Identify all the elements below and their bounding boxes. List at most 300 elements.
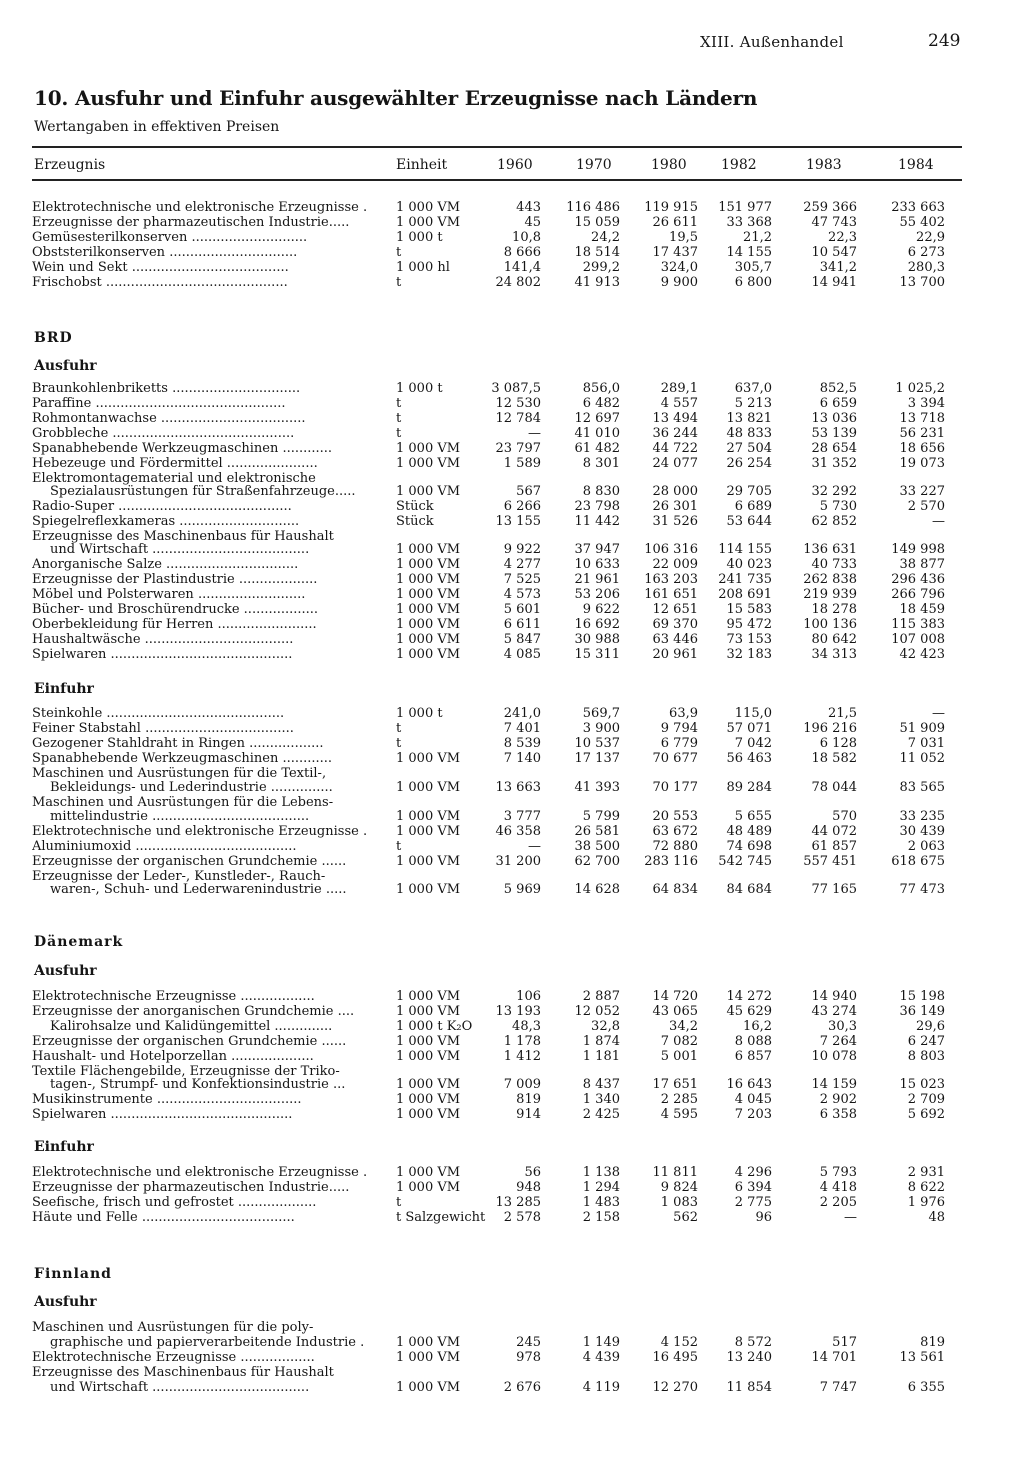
cell-1960: 2 578 [503, 1210, 541, 1225]
cell-1982: 305,7 [734, 260, 772, 275]
table-row [0, 557, 1024, 572]
cell-1982: 57 071 [726, 721, 772, 736]
cell-1970: 2 425 [582, 1107, 620, 1122]
cell-1984: 115 383 [891, 617, 945, 632]
row-unit: 1 000 VM [396, 215, 461, 230]
cell-1980: 24 077 [652, 456, 698, 471]
table-row [0, 1380, 1024, 1395]
row-label: und Wirtschaft ...................................... [50, 1380, 310, 1395]
table-row [0, 1350, 1024, 1365]
row-label: Anorganische Salze ................................ [32, 557, 299, 572]
cell-1982: 95 472 [726, 617, 772, 632]
country-heading: BRD [34, 330, 73, 346]
cell-1960: 9 922 [503, 542, 541, 557]
cell-1970: 1 181 [582, 1049, 620, 1064]
cell-1980: 20 553 [652, 809, 698, 824]
cell-1983: 6 358 [819, 1107, 857, 1122]
cell-1983: 6 128 [819, 736, 857, 751]
cell-1980: 16 495 [652, 1350, 698, 1365]
cell-1983: 136 631 [803, 542, 857, 557]
cell-1983: 4 418 [819, 1180, 857, 1195]
cell-1960: 46 358 [495, 824, 541, 839]
cell-1984: 2 570 [907, 499, 945, 514]
cell-1980: 14 720 [652, 989, 698, 1004]
cell-1980: 17 437 [652, 245, 698, 260]
section-heading: Einfuhr [34, 681, 94, 697]
cell-1982: 7 042 [734, 736, 772, 751]
row-unit: Stück [396, 499, 434, 514]
row-unit: 1 000 VM [396, 780, 461, 795]
cell-1983: 21,5 [828, 706, 857, 721]
table-row [0, 1210, 1024, 1225]
column-header-unit: Einheit [396, 157, 448, 173]
cell-1970: 856,0 [582, 381, 620, 396]
row-label: Paraffine .............................................. [32, 396, 286, 411]
cell-1984: 3 394 [907, 396, 945, 411]
table-row [0, 1077, 1024, 1092]
row-label: Spanabhebende Werkzeugmaschinen ............ [32, 751, 333, 766]
cell-1960: 13 285 [495, 1195, 541, 1210]
row-label: Erzeugnisse der pharmazeutischen Industrie..... [32, 1180, 350, 1195]
table-row [0, 795, 1024, 810]
row-label: mittelindustrie ...................................... [50, 809, 310, 824]
table-row [0, 215, 1024, 230]
cell-1980: 9 794 [660, 721, 698, 736]
cell-1984: 2 709 [907, 1092, 945, 1107]
cell-1983: 2 205 [819, 1195, 857, 1210]
table-row [0, 456, 1024, 471]
table-row [0, 751, 1024, 766]
cell-1980: 12 651 [652, 602, 698, 617]
row-unit: 1 000 t [396, 706, 443, 721]
cell-1982: 5 655 [734, 809, 772, 824]
cell-1983: 2 902 [819, 1092, 857, 1107]
cell-1983: 10 078 [811, 1049, 857, 1064]
table-row [0, 736, 1024, 751]
cell-1982: 14 155 [726, 245, 772, 260]
cell-1960: 5 601 [503, 602, 541, 617]
cell-1970: 1 138 [582, 1165, 620, 1180]
cell-1960: 3 777 [503, 809, 541, 824]
cell-1970: 12 697 [574, 411, 620, 426]
table-row [0, 411, 1024, 426]
cell-1983: 5 730 [819, 499, 857, 514]
cell-1982: 27 504 [726, 441, 772, 456]
cell-1983: 14 159 [811, 1077, 857, 1092]
table-row [0, 882, 1024, 897]
row-unit: t [396, 721, 402, 736]
row-label: Erzeugnisse der Leder-, Kunstleder-, Rauch- [32, 869, 326, 884]
country-heading: Finnland [34, 1266, 112, 1282]
cell-1984: 77 473 [899, 882, 945, 897]
cell-1970: 38 500 [574, 839, 620, 854]
table-row [0, 514, 1024, 529]
cell-1970: 2 158 [582, 1210, 620, 1225]
row-unit: 1 000 VM [396, 587, 461, 602]
cell-1983: 557 451 [803, 854, 857, 869]
row-label: waren-, Schuh- und Lederwarenindustrie ..... [50, 882, 347, 897]
cell-1960: 567 [516, 484, 541, 499]
row-label: Erzeugnisse des Maschinenbaus für Haushalt [32, 529, 334, 544]
cell-1984: 55 402 [899, 215, 945, 230]
row-label: Gezogener Stahldraht in Ringen .................. [32, 736, 324, 751]
cell-1982: 6 857 [734, 1049, 772, 1064]
cell-1984: 48 [928, 1210, 945, 1225]
cell-1960: 10,8 [512, 230, 541, 245]
cell-1983: 32 292 [811, 484, 857, 499]
row-unit: t [396, 736, 402, 751]
row-label: Elektrotechnische Erzeugnisse .................. [32, 1350, 315, 1365]
row-unit: 1 000 VM [396, 1350, 461, 1365]
row-label: Oberbekleidung für Herren ........................ [32, 617, 317, 632]
row-label: Textile Flächengebilde, Erzeugnisse der Triko- [32, 1064, 340, 1079]
table-row [0, 1335, 1024, 1350]
row-unit: 1 000 VM [396, 1107, 461, 1122]
row-unit: 1 000 VM [396, 1165, 461, 1180]
cell-1960: 4 573 [503, 587, 541, 602]
cell-1980: 7 082 [660, 1034, 698, 1049]
cell-1982: 241 735 [718, 572, 772, 587]
cell-1970: 37 947 [574, 542, 620, 557]
cell-1983: 14 701 [811, 1350, 857, 1365]
cell-1960: 948 [516, 1180, 541, 1195]
cell-1960: 3 087,5 [491, 381, 541, 396]
cell-1983: 7 264 [819, 1034, 857, 1049]
table-row [0, 1165, 1024, 1180]
cell-1983: 78 044 [811, 780, 857, 795]
cell-1984: 15 198 [899, 989, 945, 1004]
cell-1980: 22 009 [652, 557, 698, 572]
cell-1983: 53 139 [811, 426, 857, 441]
cell-1960: 1 412 [503, 1049, 541, 1064]
cell-1984: 18 459 [899, 602, 945, 617]
cell-1970: 23 798 [574, 499, 620, 514]
cell-1960: 45 [524, 215, 541, 230]
cell-1980: 72 880 [652, 839, 698, 854]
cell-1980: 70 177 [652, 780, 698, 795]
cell-1984: 22,9 [916, 230, 945, 245]
row-unit: t [396, 275, 402, 290]
table-row [0, 1107, 1024, 1122]
cell-1982: 32 183 [726, 647, 772, 662]
cell-1980: 34,2 [669, 1019, 698, 1034]
cell-1970: 1 340 [582, 1092, 620, 1107]
cell-1984: 2 063 [907, 839, 945, 854]
cell-1960: 7 401 [503, 721, 541, 736]
row-label: Radio-Super .......................................... [32, 499, 292, 514]
cell-1980: 17 651 [652, 1077, 698, 1092]
row-label: Elektrotechnische und elektronische Erzeugnisse . [32, 824, 368, 839]
row-label: Bekleidungs- und Lederindustrie ............... [50, 780, 333, 795]
cell-1960: 241,0 [503, 706, 541, 721]
cell-1984: 618 675 [891, 854, 945, 869]
cell-1960: 141,4 [503, 260, 541, 275]
cell-1980: 163 203 [644, 572, 698, 587]
cell-1984: 11 052 [899, 751, 945, 766]
cell-1980: 4 595 [660, 1107, 698, 1122]
row-label: Maschinen und Ausrüstungen für die Lebens- [32, 795, 334, 810]
cell-1982: 8 572 [734, 1335, 772, 1350]
cell-1982: 115,0 [734, 706, 772, 721]
cell-1984: 33 235 [899, 809, 945, 824]
table-row [0, 200, 1024, 215]
cell-1984: 30 439 [899, 824, 945, 839]
cell-1984: 51 909 [899, 721, 945, 736]
cell-1984: 19 073 [899, 456, 945, 471]
cell-1984: 819 [920, 1335, 945, 1350]
cell-1982: 33 368 [726, 215, 772, 230]
row-label: Erzeugnisse der organischen Grundchemie ...... [32, 854, 347, 869]
cell-1984: 36 149 [899, 1004, 945, 1019]
cell-1982: 114 155 [718, 542, 772, 557]
column-header-1960: 1960 [497, 157, 533, 173]
cell-1982: 6 800 [734, 275, 772, 290]
cell-1980: 289,1 [660, 381, 698, 396]
table-row [0, 230, 1024, 245]
cell-1970: 9 622 [582, 602, 620, 617]
cell-1980: 324,0 [660, 260, 698, 275]
cell-1983: 77 165 [811, 882, 857, 897]
table-row [0, 647, 1024, 662]
table-row [0, 260, 1024, 275]
row-unit: t [396, 839, 402, 854]
table-row [0, 854, 1024, 869]
row-label: Häute und Felle ..................................... [32, 1210, 295, 1225]
cell-1980: 26 611 [652, 215, 698, 230]
table-row [0, 989, 1024, 1004]
cell-1983: 219 939 [803, 587, 857, 602]
row-label: Spielwaren ............................................ [32, 647, 293, 662]
row-label: Musikinstrumente ................................... [32, 1092, 302, 1107]
cell-1970: 11 442 [574, 514, 620, 529]
cell-1980: 4 557 [660, 396, 698, 411]
cell-1980: 161 651 [644, 587, 698, 602]
cell-1984: 42 423 [899, 647, 945, 662]
table-row [0, 1049, 1024, 1064]
cell-1984: 6 273 [907, 245, 945, 260]
cell-1970: 15 059 [574, 215, 620, 230]
cell-1982: 2 775 [734, 1195, 772, 1210]
row-label: Erzeugnisse der anorganischen Grundchemie .... [32, 1004, 355, 1019]
cell-1982: 6 394 [734, 1180, 772, 1195]
cell-1960: 13 155 [495, 514, 541, 529]
row-label: Elektrotechnische und elektronische Erzeugnisse . [32, 1165, 368, 1180]
cell-1983: 14 941 [811, 275, 857, 290]
cell-1984: 107 008 [891, 632, 945, 647]
cell-1984: 56 231 [899, 426, 945, 441]
table-row [0, 572, 1024, 587]
cell-1983: 28 654 [811, 441, 857, 456]
table-row [0, 617, 1024, 632]
row-label: Hebezeuge und Fördermittel ...................... [32, 456, 318, 471]
row-label: Aluminiumoxid ....................................... [32, 839, 297, 854]
cell-1984: 8 622 [907, 1180, 945, 1195]
column-header-1982: 1982 [721, 157, 757, 173]
cell-1960: 443 [516, 200, 541, 215]
cell-1983: 80 642 [811, 632, 857, 647]
cell-1970: 17 137 [574, 751, 620, 766]
row-unit: 1 000 hl [396, 260, 450, 275]
row-label: Rohmontanwachse ................................... [32, 411, 306, 426]
table-row [0, 426, 1024, 441]
row-label: Bücher- und Broschürendrucke .................. [32, 602, 319, 617]
cell-1982: 73 153 [726, 632, 772, 647]
cell-1982: 13 240 [726, 1350, 772, 1365]
cell-1960: 106 [516, 989, 541, 1004]
row-unit: 1 000 VM [396, 1335, 461, 1350]
cell-1982: 11 854 [726, 1380, 772, 1395]
row-label: Elektromontagematerial und elektronische [32, 471, 316, 486]
row-unit: 1 000 t [396, 230, 443, 245]
cell-1984: 8 803 [907, 1049, 945, 1064]
table-row [0, 1092, 1024, 1107]
row-unit: 1 000 VM [396, 200, 461, 215]
cell-1982: 6 689 [734, 499, 772, 514]
table-row [0, 499, 1024, 514]
cell-1983: 18 278 [811, 602, 857, 617]
cell-1984: — [932, 514, 945, 529]
row-label: Spielwaren ............................................ [32, 1107, 293, 1122]
cell-1970: 53 206 [574, 587, 620, 602]
cell-1970: 8 437 [582, 1077, 620, 1092]
column-header-product: Erzeugnis [34, 157, 106, 173]
cell-1980: 283 116 [644, 854, 698, 869]
cell-1982: 56 463 [726, 751, 772, 766]
cell-1983: 5 793 [819, 1165, 857, 1180]
table-row [0, 275, 1024, 290]
running-head: XIII. Außenhandel [700, 33, 844, 51]
cell-1960: 8 666 [503, 245, 541, 260]
cell-1982: 4 296 [734, 1165, 772, 1180]
table-subtitle: Wertangaben in effektiven Preisen [34, 119, 280, 135]
table-row [0, 245, 1024, 260]
cell-1970: 8 830 [582, 484, 620, 499]
cell-1980: 63 672 [652, 824, 698, 839]
table-row [0, 542, 1024, 557]
cell-1983: 341,2 [819, 260, 857, 275]
cell-1980: 44 722 [652, 441, 698, 456]
cell-1960: 7 009 [503, 1077, 541, 1092]
cell-1983: 30,3 [828, 1019, 857, 1034]
table-row [0, 1320, 1024, 1335]
cell-1983: 7 747 [819, 1380, 857, 1395]
row-label: Braunkohlenbriketts ............................... [32, 381, 301, 396]
table-row [0, 1365, 1024, 1380]
cell-1982: 53 644 [726, 514, 772, 529]
cell-1984: 280,3 [907, 260, 945, 275]
row-unit: 1 000 VM [396, 602, 461, 617]
cell-1960: 6 266 [503, 499, 541, 514]
section-heading: Ausfuhr [34, 963, 97, 979]
row-unit: 1 000 VM [396, 441, 461, 456]
table-row [0, 780, 1024, 795]
cell-1982: 16 643 [726, 1077, 772, 1092]
table-row [0, 839, 1024, 854]
row-label: Maschinen und Ausrüstungen für die poly- [32, 1320, 314, 1335]
cell-1960: 12 530 [495, 396, 541, 411]
cell-1982: 29 705 [726, 484, 772, 499]
cell-1970: 24,2 [591, 230, 620, 245]
cell-1982: 45 629 [726, 1004, 772, 1019]
table-row [0, 441, 1024, 456]
cell-1982: 208 691 [718, 587, 772, 602]
cell-1960: 23 797 [495, 441, 541, 456]
row-unit: t [396, 1195, 402, 1210]
cell-1983: 47 743 [811, 215, 857, 230]
cell-1983: 6 659 [819, 396, 857, 411]
table-row [0, 721, 1024, 736]
cell-1960: 13 193 [495, 1004, 541, 1019]
cell-1980: 11 811 [652, 1165, 698, 1180]
row-unit: t [396, 411, 402, 426]
cell-1982: 84 684 [726, 882, 772, 897]
table-row [0, 602, 1024, 617]
cell-1970: 5 799 [582, 809, 620, 824]
cell-1984: 33 227 [899, 484, 945, 499]
cell-1970: 41 010 [574, 426, 620, 441]
section-heading: Ausfuhr [34, 358, 97, 374]
row-unit: 1 000 VM [396, 1034, 461, 1049]
cell-1980: 1 083 [660, 1195, 698, 1210]
cell-1982: 74 698 [726, 839, 772, 854]
row-label: Elektrotechnische und elektronische Erzeugnisse . [32, 200, 368, 215]
cell-1970: 21 961 [574, 572, 620, 587]
table-row [0, 396, 1024, 411]
cell-1960: — [528, 839, 541, 854]
cell-1982: 637,0 [734, 381, 772, 396]
cell-1960: 4 277 [503, 557, 541, 572]
row-unit: 1 000 VM [396, 484, 461, 499]
cell-1982: 542 745 [718, 854, 772, 869]
cell-1960: 7 140 [503, 751, 541, 766]
cell-1984: 149 998 [891, 542, 945, 557]
row-unit: t [396, 426, 402, 441]
cell-1982: 26 254 [726, 456, 772, 471]
cell-1980: 26 301 [652, 499, 698, 514]
cell-1984: 1 025,2 [895, 381, 945, 396]
cell-1970: 1 874 [582, 1034, 620, 1049]
cell-1960: 245 [516, 1335, 541, 1350]
cell-1984: — [932, 706, 945, 721]
cell-1970: 61 482 [574, 441, 620, 456]
cell-1970: 10 537 [574, 736, 620, 751]
row-label: Spezialausrüstungen für Straßenfahrzeuge..... [50, 484, 356, 499]
row-label: Gemüsesterilkonserven ............................ [32, 230, 308, 245]
page-number: 249 [928, 31, 961, 51]
row-unit: 1 000 VM [396, 1092, 461, 1107]
row-label: Feiner Stabstahl .................................... [32, 721, 294, 736]
cell-1980: 69 370 [652, 617, 698, 632]
cell-1960: 914 [516, 1107, 541, 1122]
table-row [0, 587, 1024, 602]
row-unit: 1 000 t K₂O [396, 1019, 473, 1034]
cell-1982: 96 [755, 1210, 772, 1225]
country-heading: Dänemark [34, 934, 124, 950]
cell-1984: 2 931 [907, 1165, 945, 1180]
row-unit: 1 000 VM [396, 824, 461, 839]
cell-1970: 32,8 [591, 1019, 620, 1034]
row-label: Haushalt- und Hotelporzellan .................... [32, 1049, 314, 1064]
row-label: Möbel und Polsterwaren .......................... [32, 587, 306, 602]
cell-1970: 1 483 [582, 1195, 620, 1210]
table-row [0, 809, 1024, 824]
cell-1982: 8 088 [734, 1034, 772, 1049]
row-label: Maschinen und Ausrüstungen für die Textil-, [32, 766, 327, 781]
row-label: und Wirtschaft ...................................... [50, 542, 310, 557]
table-row [0, 632, 1024, 647]
cell-1960: 24 802 [495, 275, 541, 290]
cell-1982: 13 821 [726, 411, 772, 426]
